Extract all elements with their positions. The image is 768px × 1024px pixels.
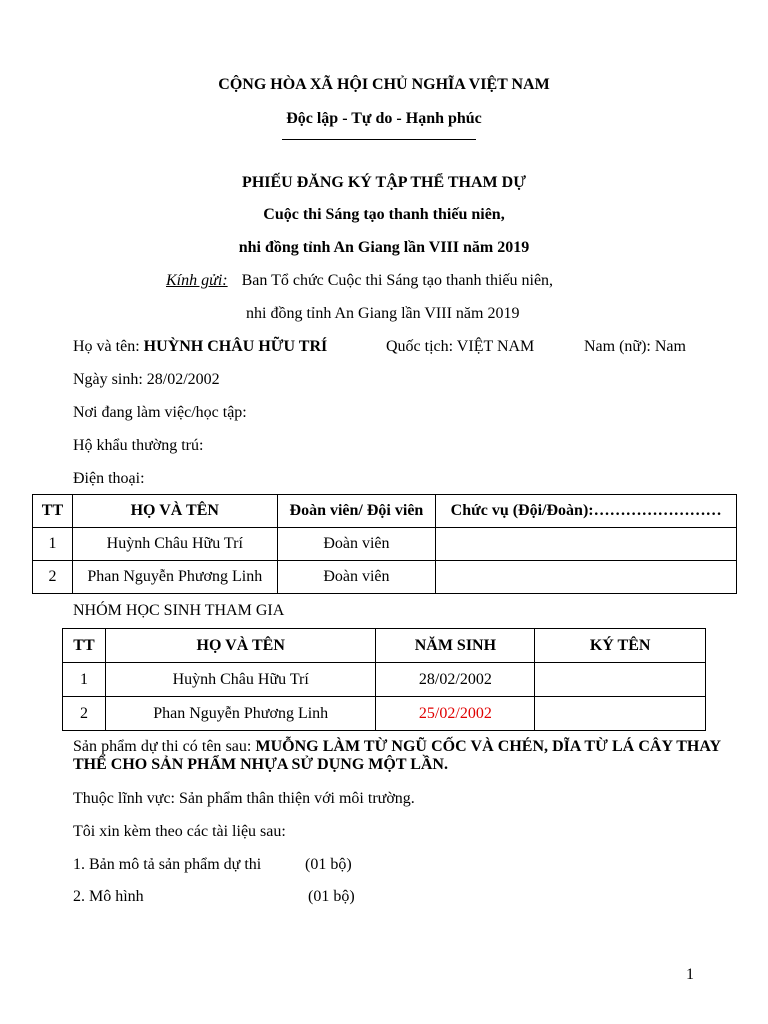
recipient-label: Kính gửi:	[166, 272, 228, 289]
nationality: Quốc tịch: VIỆT NAM	[386, 338, 535, 355]
name-value: HUỲNH CHÂU HỮU TRÍ	[143, 338, 328, 355]
attachment-item-label: 2. Mô hình	[73, 888, 144, 905]
col-header: TT	[63, 629, 106, 663]
recipient-line2: nhi đồng tỉnh An Giang lần VIII năm 2019	[246, 305, 520, 322]
attachment-item-qty: (01 bộ)	[308, 888, 355, 905]
attachment-item-label: 1. Bản mô tả sản phẩm dự thi	[73, 856, 262, 873]
col-header: NĂM SINH	[376, 629, 535, 663]
table-cell: Đoàn viên	[277, 561, 436, 594]
phone: Điện thoại:	[73, 470, 145, 487]
gender: Nam (nữ): Nam	[584, 338, 686, 355]
motto-underline	[282, 139, 476, 140]
col-header: Chức vụ (Đội/Đoàn):……………………	[436, 495, 737, 528]
table-row	[63, 663, 706, 697]
name-label: Họ và tên:	[73, 338, 140, 355]
recipient-block	[166, 272, 553, 290]
table-header-row	[63, 629, 706, 663]
signature-cell[interactable]	[535, 663, 706, 697]
col-header: KÝ TÊN	[535, 629, 706, 663]
group-label: NHÓM HỌC SINH THAM GIA	[73, 602, 285, 619]
col-header: Đoàn viên/ Đội viên	[277, 495, 436, 528]
product-paragraph	[73, 738, 721, 774]
col-header: TT	[33, 495, 73, 528]
table-cell: Phan Nguyễn Phương Linh	[72, 561, 277, 594]
form-title: PHIẾU ĐĂNG KÝ TẬP THỂ THAM DỰ	[242, 174, 526, 191]
page-number: 1	[686, 966, 694, 983]
attachment-item-qty: (01 bộ)	[305, 856, 352, 873]
nation-heading: CỘNG HÒA XÃ HỘI CHỦ NGHĨA VIỆT NAM	[218, 76, 550, 93]
table-cell: Huỳnh Châu Hữu Trí	[105, 663, 376, 697]
field-of-product: Thuộc lĩnh vực: Sản phẩm thân thiện với môi trường.	[73, 790, 415, 807]
date-of-birth: Ngày sinh: 28/02/2002	[73, 371, 220, 388]
name-row	[73, 338, 327, 356]
table-header-row	[33, 495, 737, 528]
table-cell-highlighted: 25/02/2002	[376, 697, 535, 731]
table-cell: 2	[63, 697, 106, 731]
table-cell[interactable]	[436, 561, 737, 594]
table-cell: Huỳnh Châu Hữu Trí	[72, 528, 277, 561]
table-cell: Phan Nguyễn Phương Linh	[105, 697, 376, 731]
recipient-line1: Ban Tổ chức Cuộc thi Sáng tạo thanh thiếu niên,	[241, 272, 554, 289]
col-header: HỌ VÀ TÊN	[72, 495, 277, 528]
table-row	[33, 561, 737, 594]
contest-name-line2: nhi đồng tỉnh An Giang lần VIII năm 2019	[238, 239, 530, 256]
table-cell[interactable]	[436, 528, 737, 561]
table-cell: 1	[33, 528, 73, 561]
members-table	[32, 494, 737, 594]
table-cell: 28/02/2002	[376, 663, 535, 697]
signature-cell[interactable]	[535, 697, 706, 731]
table-cell: 1	[63, 663, 106, 697]
product-name: MUỖNG LÀM TỪ NGŨ CỐC VÀ CHÉN, DĨA TỪ LÁ CÂY THAY THẾ CHO SẢN PHẨM NHỰA SỬ DỤNG MỘT LẦN.	[73, 738, 722, 773]
table-cell: Đoàn viên	[277, 528, 436, 561]
col-header: HỌ VÀ TÊN	[105, 629, 376, 663]
attachments-intro: Tôi xin kèm theo các tài liệu sau:	[73, 823, 286, 840]
table-row	[63, 697, 706, 731]
workplace: Nơi đang làm việc/học tập:	[73, 404, 247, 421]
contest-name-line1: Cuộc thi Sáng tạo thanh thiếu niên,	[263, 206, 505, 223]
residence: Hộ khẩu thường trú:	[73, 437, 204, 454]
product-label: Sản phẩm dự thi có tên sau:	[73, 738, 252, 755]
table-cell: 2	[33, 561, 73, 594]
students-table	[62, 628, 706, 731]
table-row	[33, 528, 737, 561]
motto: Độc lập - Tự do - Hạnh phúc	[286, 110, 482, 127]
